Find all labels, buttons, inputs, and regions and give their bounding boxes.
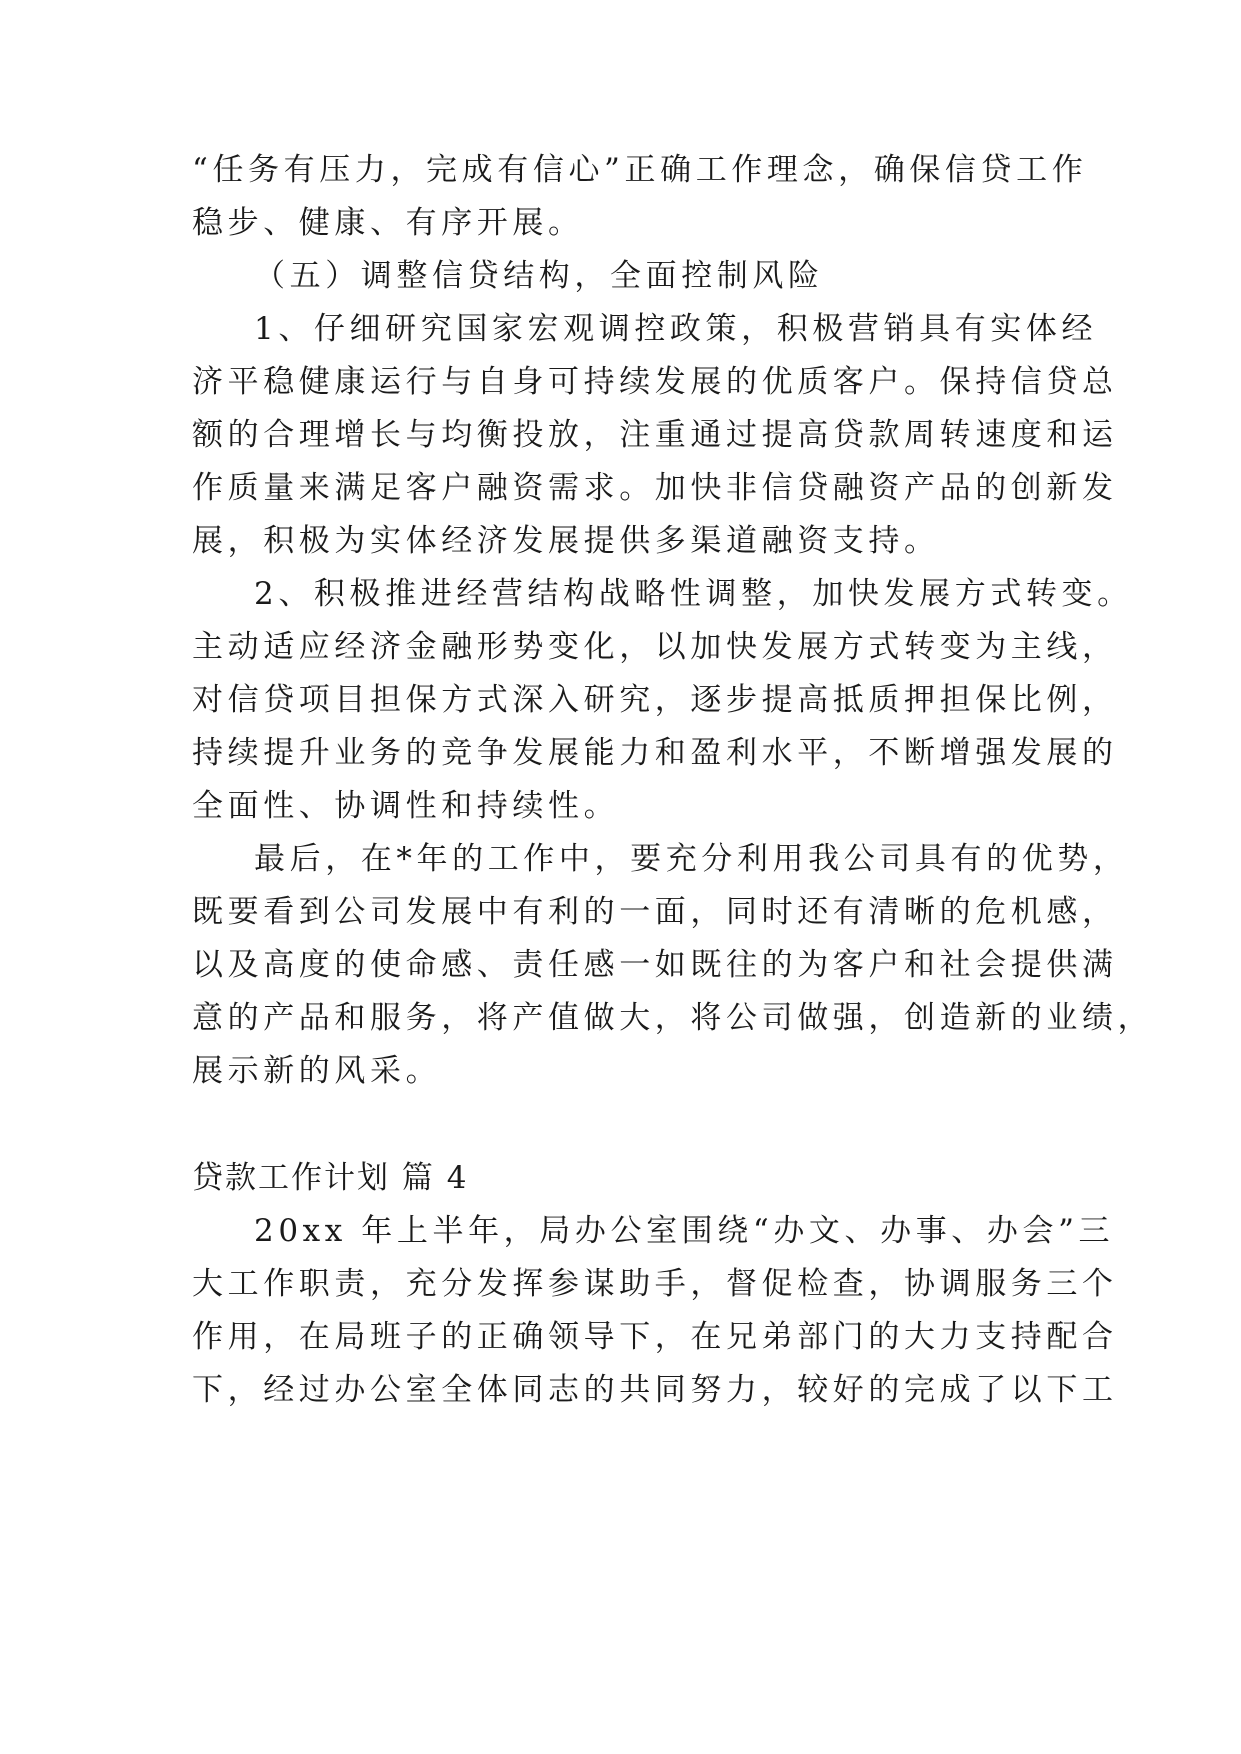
section-title: 贷款工作计划 篇 4 (192, 1160, 469, 1196)
text-line: 额的合理增长与均衡投放，注重通过提高贷款周转速度和运 (192, 417, 1118, 453)
text-line: 下，经过办公室全体同志的共同努力，较好的完成了以下工 (192, 1372, 1118, 1408)
text-line: 2、积极推进经营结构战略性调整，加快发展方式转变。 (254, 576, 1133, 612)
text-line: 既要看到公司发展中有利的一面，同时还有清晰的危机感， (192, 894, 1118, 930)
text-line: 20xx 年上半年，局办公室围绕“办文、办事、办会”三 (254, 1213, 1115, 1249)
text-line: 大工作职责，充分发挥参谋助手，督促检查，协调服务三个 (192, 1266, 1118, 1302)
text-line: 以及高度的使命感、责任感一如既往的为客户和社会提供满 (192, 947, 1118, 983)
text-line: 展示新的风采。 (192, 1053, 442, 1089)
text-line: 展，积极为实体经济发展提供多渠道融资支持。 (192, 523, 940, 559)
text-line: 作质量来满足客户融资需求。加快非信贷融资产品的创新发 (192, 470, 1118, 506)
section-heading: （五）调整信贷结构，全面控制风险 (254, 258, 824, 294)
text-line: 济平稳健康运行与自身可持续发展的优质客户。保持信贷总 (192, 364, 1118, 400)
text-line: 1、仔细研究国家宏观调控政策，积极营销具有实体经 (254, 311, 1098, 347)
text-line: 意的产品和服务，将产值做大，将公司做强，创造新的业绩， (192, 1000, 1154, 1036)
text-line: 最后，在*年的工作中，要充分利用我公司具有的优势， (254, 841, 1129, 877)
text-line: 全面性、协调性和持续性。 (192, 788, 620, 824)
text-line: 稳步、健康、有序开展。 (192, 205, 584, 241)
text-line: 持续提升业务的竞争发展能力和盈利水平，不断增强发展的 (192, 735, 1118, 771)
text-line: 作用，在局班子的正确领导下，在兄弟部门的大力支持配合 (192, 1319, 1118, 1355)
text-line: “任务有压力，完成有信心”正确工作理念，确保信贷工作 (192, 152, 1088, 188)
text-line: 主动适应经济金融形势变化，以加快发展方式转变为主线， (192, 629, 1118, 665)
text-line: 对信贷项目担保方式深入研究，逐步提高抵质押担保比例， (192, 682, 1118, 718)
